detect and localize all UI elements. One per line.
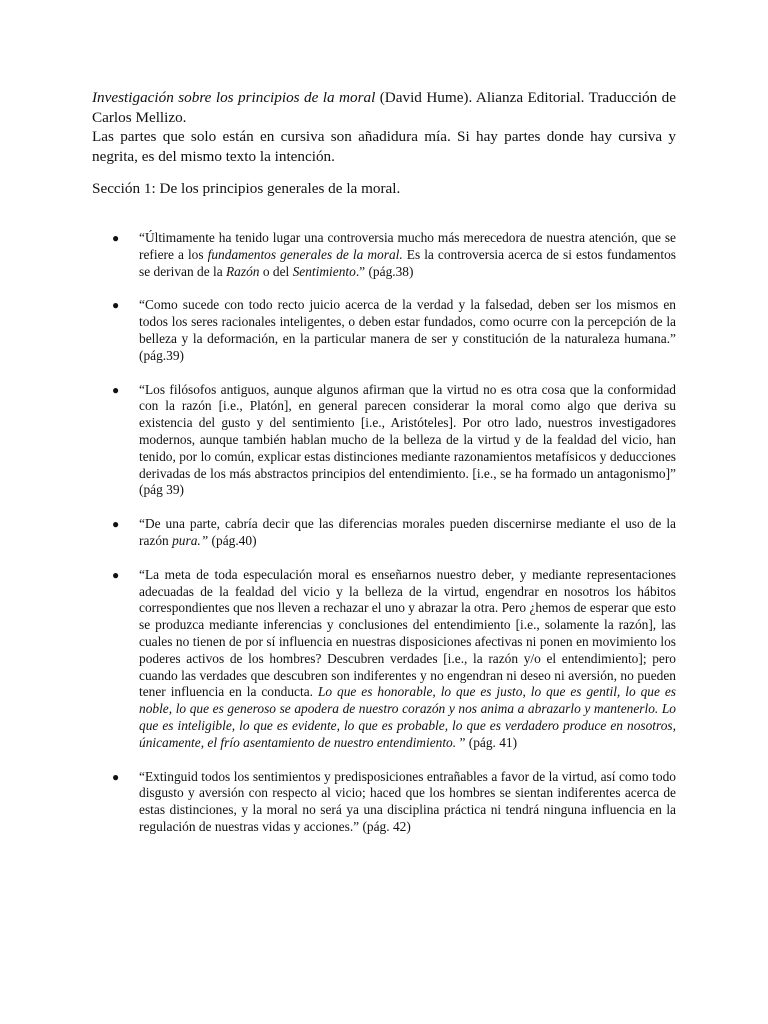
- intro-source: [92, 88, 676, 127]
- quote-item: [92, 297, 676, 364]
- quote-text: “Los filósofos antiguos, aunque algunos afirman que la virtud no es otra cosa que la conformidad con la razón [i.e., Platón], en general parecen considerar la moral como algo que deriva su existencia del gusto y del sentimiento [i.e., Aristóteles]. Por otro lado, nuestros investigadores modernos, aunque también hablan mucho de la belleza de la virtud y de la fealdad del vicio, han tenido, por lo común, explicar estas distinciones mediante razonamientos metafísicos y deducciones derivadas de los más abstractos principios del entendimiento. [i.e., se ha formado un antagonismo]” (pág 39): [139, 381, 676, 498]
- bullet-icon: ●: [112, 382, 120, 397]
- quote-item: [92, 516, 676, 550]
- bullet-icon: ●: [112, 769, 120, 784]
- quote-segment: ” (pág. 41): [456, 734, 518, 750]
- quote-text: [139, 567, 676, 750]
- quote-text: “Como sucede con todo recto juicio acerca de la verdad y la falsedad, deben ser los mismos en todos los seres racionales inteligentes, o deben estar fundados, como ocurre con la percepción de la belleza y la deformación, en la particular manera de ser y constitución de la naturaleza humana.” (pág.39): [139, 297, 676, 363]
- quote-segment: .” (pág.38): [355, 263, 414, 279]
- quote-segment: “La meta de toda especulación moral es enseñarnos nuestro deber, y mediante representaciones adecuadas de la fealdad del vicio y la belleza de la virtud, engendrar en nosotros los hábitos correspondientes que nos lleven a rechazar el uno y abrazar la otra. Pero ¿hemos de esperar que esto se produzca mediante inferencias y conclusiones del entendimiento [i.e., solamente la razón], las cuales no tienen de por sí influencia en nuestras disposiciones afectivas ni ponen en movimiento los poderes activos de los hombres? Descubren verdades [i.e., la razón y/o el entendimiento]; pero cuando las verdades que descubren son indiferentes y no engendran ni deseo ni aversión, no pueden tener influencia en la conducta.: [139, 566, 676, 700]
- bullet-icon: ●: [112, 231, 120, 245]
- quote-item: [92, 769, 676, 836]
- quote-segment: “De una parte, cabría decir que las diferencias morales pueden discernirse mediante el uso de la razón: [139, 516, 676, 548]
- quote-italic: Lo que es honorable, lo que es justo, lo que es gentil, lo que es noble, lo que es generoso se apodera de nuestro corazón y nos anima a abrazarlo y mantenerlo. Lo que es inteligible, lo que es evidente, lo que es probable, lo que es verdadero produce en nosotros, únicamente, el frío asentamiento de nuestro entendimiento.: [139, 684, 676, 750]
- intro-source-rest: (David Hume). Alianza Editorial. Traducción de Carlos Mellizo.: [92, 89, 676, 126]
- quote-segment: (pág.40): [208, 532, 257, 548]
- quote-item: [92, 567, 676, 752]
- quote-italic: fundamentos generales de la moral.: [207, 246, 403, 262]
- quote-text: [139, 516, 676, 548]
- bullet-icon: ●: [112, 298, 120, 313]
- bullet-icon: ●: [112, 567, 120, 582]
- quote-segment: o del: [259, 263, 293, 279]
- bullet-icon: ●: [112, 517, 120, 532]
- section-title: Sección 1: De los principios generales de la moral.: [92, 180, 401, 197]
- quote-segment: Es la controversia acerca de si estos fundamentos se derivan de la: [139, 246, 677, 279]
- quote-item: [92, 230, 676, 280]
- quote-item: [92, 382, 676, 500]
- quote-text: [139, 230, 676, 279]
- book-title: Investigación sobre los principios de la moral: [92, 89, 376, 106]
- quote-italic: pura.”: [172, 532, 209, 548]
- quote-italic: Razón: [226, 263, 260, 279]
- quote-text: “Extinguid todos los sentimientos y predisposiciones entrañables a favor de la virtud, así como todo disgusto y aversión con respecto al vicio; haced que los hombres se sientan indiferentes acerca de estas distinciones, y la moral no será ya una disciplina práctica ni tendrá ninguna influencia en la regulación de nuestras vidas y acciones.” (pág. 42): [139, 768, 676, 834]
- quote-list: [92, 230, 676, 853]
- intro-note: Las partes que solo están en cursiva son añadidura mía. Si hay partes donde hay cursiva y negrita, es del mismo texto la intención.: [92, 128, 676, 165]
- intro-block: [92, 88, 676, 166]
- quote-segment: “Últimamente ha tenido lugar una controversia mucho más merecedora de nuestra atención, que se refiere a los: [139, 230, 676, 262]
- quote-italic: Sentimiento: [292, 263, 356, 279]
